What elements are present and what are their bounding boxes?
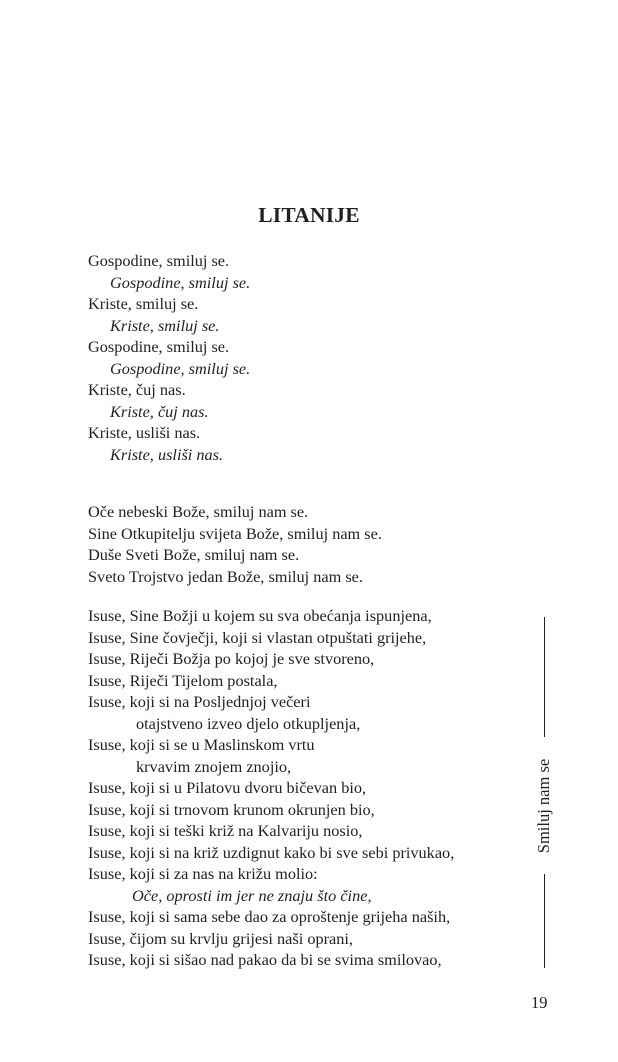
invocation-line: Isuse, koji si sišao nad pakao da bi se svima smilovao, [88, 950, 442, 969]
kyrie-section [88, 250, 250, 465]
response-line: Oče, oprosti im jer ne znaju što čine, [132, 885, 372, 905]
invocation-line: Isuse, koji si teški križ na Kalvariju nosio, [88, 821, 363, 840]
invocation-line: Isuse, koji si na križ uzdignut kako bi sve sebi privukao, [88, 842, 455, 862]
side-response-label: Smiluj nam se [534, 758, 553, 854]
invocation-line: Gospodine, smiluj se. [88, 337, 230, 356]
invocation-line: Kriste, čuj nas. [88, 380, 186, 399]
invocation-continuation-line: otajstveno izveo djelo otkupljenja, [136, 713, 361, 733]
invocation-line: Isuse, Riječi Božja po kojoj je sve stvoreno, [88, 649, 375, 668]
response-line: Kriste, usliši nas. [110, 444, 224, 464]
response-line: Gospodine, smiluj se. [110, 272, 251, 292]
invocation-continuation-line: krvavim znojem znojio, [136, 756, 292, 776]
invocation-line: Isuse, koji si trnovom krunom okrunjen bio, [88, 799, 375, 819]
invocation-line: Kriste, usliši nas. [88, 423, 201, 442]
trinity-section [88, 501, 382, 587]
invocation-line: Sine Otkupitelju svijeta Bože, smiluj nam se. [88, 523, 382, 543]
invocation-line: Isuse, koji si na Posljednjoj večeri [88, 692, 311, 711]
response-line: Kriste, čuj nas. [110, 401, 209, 421]
invocation-line: Duše Sveti Bože, smiluj nam se. [88, 545, 300, 564]
invocation-line: Isuse, Riječi Tijelom postala, [88, 670, 278, 690]
page-title: LITANIJE [258, 203, 360, 227]
invocation-line: Isuse, čijom su krvlju grijesi naši oprani, [88, 928, 353, 948]
invocation-line: Gospodine, smiluj se. [88, 251, 230, 270]
invocation-line: Sveto Trojstvo jedan Bože, smiluj nam se. [88, 566, 363, 586]
invocation-line: Isuse, koji si u Pilatovu dvoru bičevan bio, [88, 778, 367, 797]
invocation-line: Isuse, Sine čovječji, koji si vlastan otpuštati grijehe, [88, 627, 427, 647]
invocation-line: Isuse, koji si sama sebe dao za oproštenje grijeha naših, [88, 907, 451, 926]
invocation-line: Isuse, koji si za nas na križu molio: [88, 864, 318, 883]
page-number: 19 [531, 993, 548, 1012]
side-rule-bottom [544, 874, 545, 968]
jesus-invocations-section [88, 605, 454, 971]
invocation-line: Isuse, Sine Božji u kojem su sva obećanja ispunjena, [88, 606, 432, 625]
side-rule-top [544, 617, 545, 737]
response-line: Gospodine, smiluj se. [110, 358, 251, 378]
invocation-line: Kriste, smiluj se. [88, 294, 199, 313]
invocation-line: Oče nebeski Bože, smiluj nam se. [88, 502, 309, 521]
response-line: Kriste, smiluj se. [110, 315, 220, 335]
invocation-line: Isuse, koji si se u Maslinskom vrtu [88, 735, 315, 754]
